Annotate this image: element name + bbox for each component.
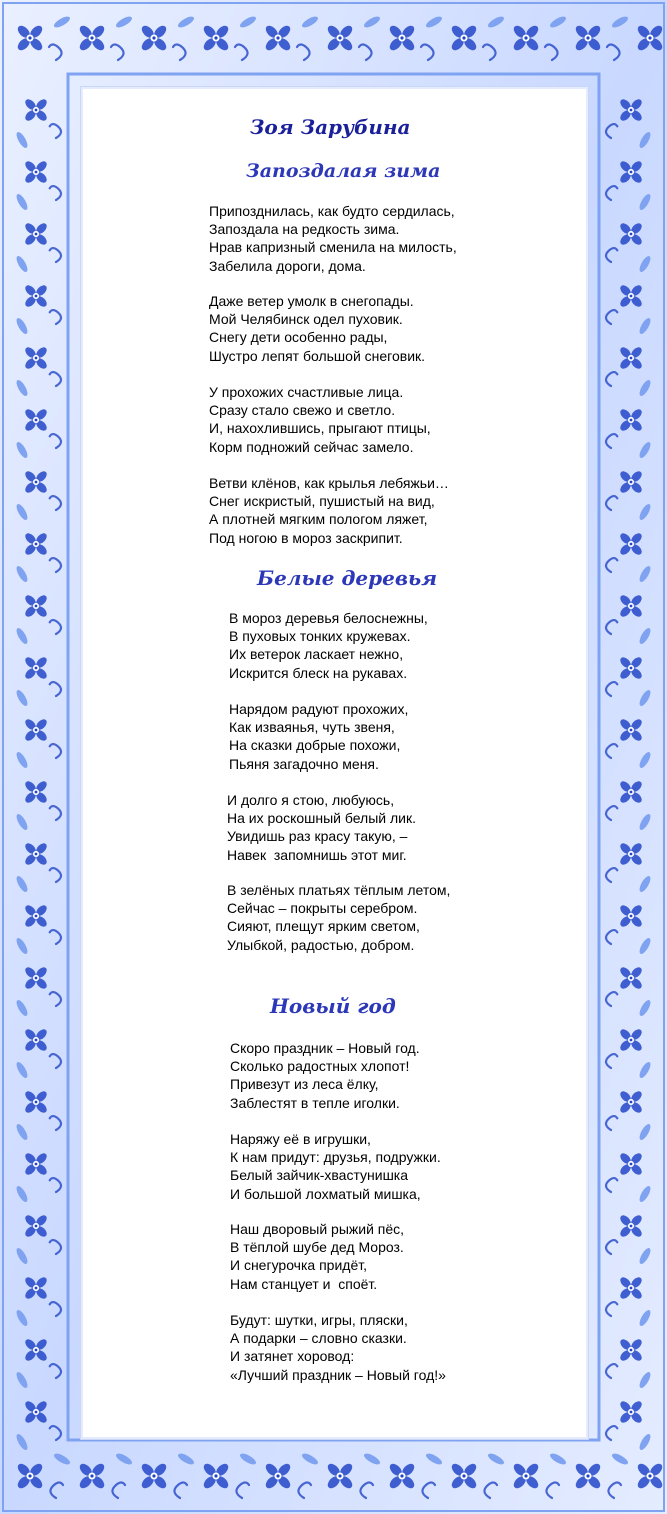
poem-line: Снег искристый, пушистый на вид, (209, 493, 435, 510)
author-name: Зоя Зарубина (250, 115, 411, 139)
poem-line: Наряжу её в игрушки, (230, 1131, 371, 1147)
poem-line: Под ногою в мороз заскрипит. (209, 529, 403, 546)
poem-line: А подарки – словно сказки. (230, 1330, 407, 1347)
poem-line: Как изваянья, чуть звеня, (229, 719, 395, 736)
poem-line: В пуховых тонких кружевах. (229, 628, 411, 645)
poem-line: К нам придут: друзья, подружки. (230, 1149, 441, 1166)
poem-line: В тёплой шубе дед Мороз. (230, 1239, 404, 1256)
poem-line: Корм подножий сейчас замело. (209, 438, 414, 455)
poem-line: Наш дворовый рыжий пёс, (230, 1221, 405, 1237)
poem-line: Белый зайчик-хвастунишка (230, 1167, 409, 1184)
poem-line: Даже ветер умолк в снегопады. (209, 293, 414, 309)
poem-title-3: Новый год (270, 994, 396, 1018)
poem-line: Сияют, плещут ярким светом, (227, 918, 420, 935)
poem-2-stanza-3 (227, 791, 416, 864)
poem-1-stanza-3 (209, 383, 431, 456)
poem-line: Искрится блеск на рукавах. (229, 664, 408, 681)
poem-line: Навек запомнишь этот миг. (227, 846, 407, 863)
poem-line: Нрав капризный сменила на милость, (209, 239, 457, 256)
poem-title-2: Белые деревья (257, 566, 438, 590)
poem-2-stanza-1 (229, 609, 428, 682)
poem-line: Будут: шутки, игры, пляски, (230, 1312, 408, 1328)
poem-line: Мой Челябинск одел пуховик. (209, 311, 403, 328)
poem-line: И затянет хоровод: (230, 1348, 355, 1365)
poem-line: Улыбкой, радостью, добром. (227, 936, 415, 953)
poem-title-1: Запоздалая зима (246, 160, 441, 182)
poem-line: Запоздала на редкость зима. (209, 221, 400, 238)
poem-2-stanza-4 (227, 881, 450, 954)
poem-line: На сказки добрые похожи, (229, 737, 401, 754)
poem-1-stanza-2 (209, 292, 425, 365)
poem-line: Сейчас – покрыты серебром. (227, 900, 418, 917)
poem-line: «Лучший праздник – Новый год!» (230, 1366, 446, 1383)
poem-3-stanza-4 (230, 1311, 446, 1384)
poem-line: Забелила дороги, дома. (209, 257, 366, 274)
poem-line: На их роскошный белый лик. (227, 810, 416, 827)
poem-line: И долго я стою, любуюсь, (227, 792, 395, 808)
poem-line: Пьяня загадочно меня. (229, 755, 379, 772)
poem-line: Сколько радостных хлопот! (230, 1058, 410, 1075)
poem-line: И снегурочка придёт, (230, 1257, 367, 1274)
poem-line: Сразу стало свежо и светло. (209, 402, 396, 419)
poem-line: Скоро праздник – Новый год. (230, 1040, 420, 1056)
poem-2-stanza-2 (229, 700, 408, 773)
poem-line: В мороз деревья белоснежны, (229, 610, 428, 626)
poem-3-stanza-2 (230, 1130, 441, 1203)
poem-line: У прохожих счастливые лица. (209, 384, 404, 400)
poem-line: И большой лохматый мишка, (230, 1185, 421, 1202)
poem-1-stanza-1 (209, 202, 457, 275)
poem-line: В зелёных платьях тёплым летом, (227, 882, 451, 898)
poem-line: Ветви клёнов, как крылья лебяжьи… (209, 475, 449, 491)
poem-line: Нам станцует и споёт. (230, 1275, 378, 1292)
poem-line: Увидишь раз красу такую, – (227, 828, 408, 845)
poem-line: Шустро лепят большой снеговик. (209, 347, 426, 364)
poem-line: Припозднилась, как будто сердилась, (209, 203, 455, 219)
poem-line: Заблестят в тепле иголки. (230, 1094, 400, 1111)
poem-3-stanza-1 (230, 1039, 420, 1112)
poem-line: Привезут из леса ёлку, (230, 1076, 379, 1093)
poem-line: Снегу дети особенно рады, (209, 329, 388, 346)
poem-1-stanza-4 (209, 474, 449, 547)
poem-line: Их ветерок ласкает нежно, (229, 646, 404, 663)
poem-line: А плотней мягким пологом ляжет, (209, 511, 428, 528)
poem-line: И, нахохлившись, прыгают птицы, (209, 420, 431, 437)
poem-3-stanza-3 (230, 1220, 404, 1293)
poem-line: Нарядом радуют прохожих, (229, 701, 409, 717)
